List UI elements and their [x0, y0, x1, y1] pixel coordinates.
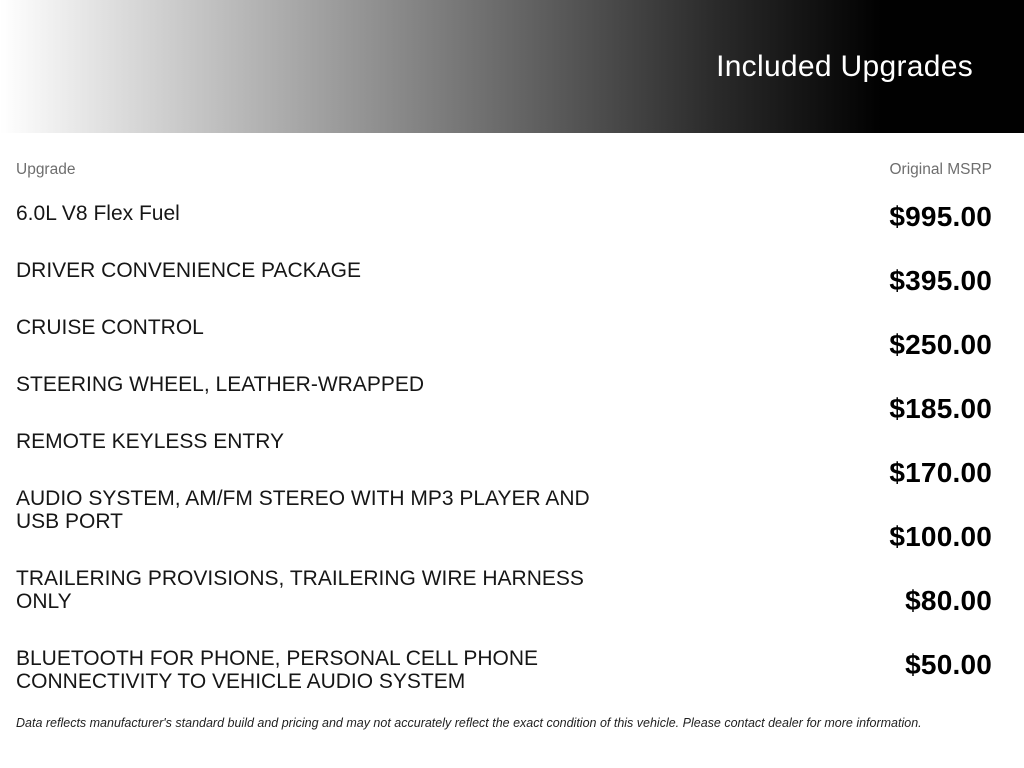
price-slot [616, 202, 992, 266]
price-slot [616, 394, 992, 458]
upgrade-name: REMOTE KEYLESS ENTRY [16, 430, 285, 453]
column-header-original-msrp: Original MSRP [889, 161, 992, 178]
upgrade-price: $395.00 [889, 265, 992, 296]
hero-banner [0, 0, 1024, 133]
upgrade-names-column [16, 202, 616, 693]
price-slot [616, 522, 992, 586]
disclaimer-text: Data reflects manufacturer's standard build and pricing and may not accurately reflect the exact condition of this vehicle. Please contact dealer for more information. [16, 716, 922, 730]
upgrade-price: $170.00 [889, 457, 992, 488]
page-title: Included Upgrades [716, 49, 973, 83]
upgrade-name: 6.0L V8 Flex Fuel [16, 202, 180, 225]
table-header-row [16, 161, 992, 179]
table-body [16, 202, 992, 714]
prices-column [616, 202, 992, 714]
upgrade-name: BLUETOOTH FOR PHONE, PERSONAL CELL PHONE CONNECTIVITY TO VEHICLE AUDIO SYSTEM [16, 647, 539, 693]
upgrade-price: $250.00 [889, 329, 992, 360]
upgrade-price: $80.00 [905, 585, 992, 616]
upgrades-table [0, 161, 1024, 731]
upgrade-name: CRUISE CONTROL [16, 316, 204, 339]
upgrade-name: STEERING WHEEL, LEATHER-WRAPPED [16, 373, 425, 396]
upgrade-name: DRIVER CONVENIENCE PACKAGE [16, 259, 362, 282]
upgrade-name: AUDIO SYSTEM, AM/FM STEREO WITH MP3 PLAYER AND USB PORT [16, 487, 590, 533]
upgrade-price: $50.00 [905, 649, 992, 680]
price-slot [616, 330, 992, 394]
price-slot [616, 586, 992, 650]
upgrade-price: $100.00 [889, 521, 992, 552]
price-slot [616, 266, 992, 330]
upgrade-price: $995.00 [889, 201, 992, 232]
upgrade-name: TRAILERING PROVISIONS, TRAILERING WIRE HARNESS ONLY [16, 567, 584, 613]
column-header-upgrade: Upgrade [16, 161, 76, 178]
price-slot [616, 458, 992, 522]
price-slot [616, 650, 992, 714]
upgrade-price: $185.00 [889, 393, 992, 424]
